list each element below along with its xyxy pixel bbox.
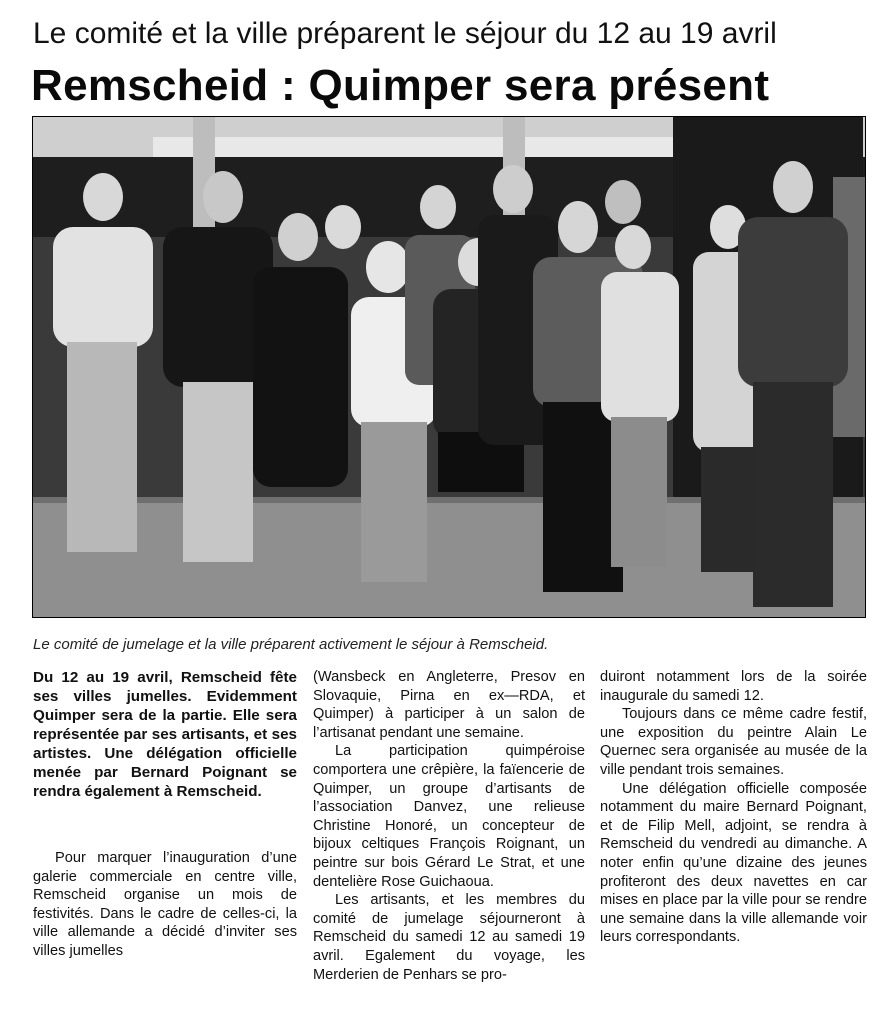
article-paragraph: Les artisants, et les membres du comité de jumelage séjourneront à Remscheid du samedi 12 au samedi 19 avril. Egalement du voyage, les Merderien de Penhars se pro-: [313, 892, 585, 983]
article-column-3: [600, 668, 867, 947]
photo-caption: Le comité de jumelage et la ville préparent activement le séjour à Remscheid.: [33, 636, 549, 653]
group-photo: [33, 117, 865, 617]
article-paragraph: Toujours dans ce même cadre festif, une exposition du peintre Alain Le Quernec sera organisée au musée de la ville pendant trois semaines.: [600, 706, 867, 778]
kicker: Le comité et la ville préparent le séjour du 12 au 19 avril: [33, 17, 777, 50]
article-lead: Du 12 au 19 avril, Remscheid fête ses villes jumelles. Evidemment Quimper sera de la partie. Elle sera représentée par ses artisants, et ses artistes. Une délégation officielle menée par Bernard Poignant se rendra également à Remscheid.: [33, 669, 297, 800]
article-paragraph: (Wansbeck en Angleterre, Presov en Slovaquie, Pirna en ex—RDA, et Quimper) à participer à un salon de l’artisanat pendant une semaine.: [313, 669, 585, 741]
article-column-2: [313, 668, 585, 984]
article-paragraph: Une délégation officielle composée notamment du maire Bernard Poignant, et de Filip Mell, adjoint, se rendra à Remscheid du vendredi au dimanche. A noter enfin qu’une dizaine des jeunes profiteront des deux navettes en car mises en place par la ville pour se rendre une semaine dans la ville allemande voir leurs correspondants.: [600, 780, 867, 946]
article-paragraph: Pour marquer l’inauguration d’une galerie commerciale en centre ville, Remscheid organise un mois de festivités. Dans le cadre de celles-ci, la ville allemande a décidé d’inviter ses villes jumelles: [33, 850, 297, 959]
headline: Remscheid : Quimper sera présent: [31, 61, 770, 110]
article-paragraph: duiront notamment lors de la soirée inaugurale du samedi 12.: [600, 669, 867, 704]
article-paragraph: La participation quimpéroise comportera une crêpière, la faïencerie de Quimper, un groupe d’artisants de l’association Danvez, une relieuse Christine Honoré, un concepteur de bijoux celtiques François Roignant, un peintre sur bois Gérard Le Strat, et une dentelière Rose Guichaoua.: [313, 743, 585, 890]
article-column-1: [33, 668, 297, 961]
